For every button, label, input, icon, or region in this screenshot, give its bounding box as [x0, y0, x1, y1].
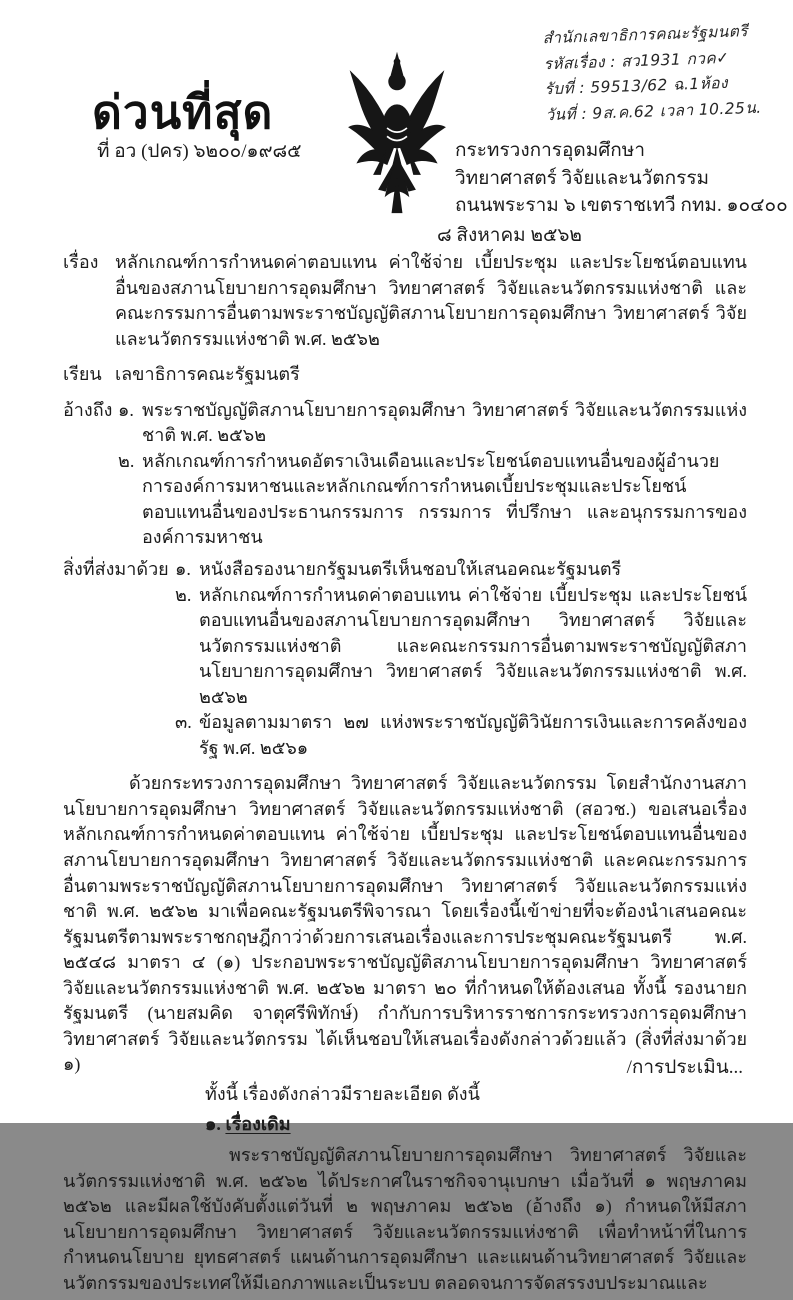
references-label: อ้างถึง: [63, 399, 113, 420]
attachment-text: หนังสือรองนายกรัฐมนตรีเห็นชอบให้เสนอคณะรัฐมนตรี: [199, 559, 622, 580]
to-text: เลขาธิการคณะรัฐมนตรี: [115, 364, 300, 385]
attachment-item: [175, 710, 747, 761]
reference-item: [118, 398, 747, 449]
to-row: [63, 362, 747, 388]
letterhead-ministry-line2: วิทยาศาสตร์ วิจัยและนวัตกรรม: [455, 167, 710, 189]
references-row: [63, 398, 747, 551]
handnote-line-date-time: วันที่ : 9ส.ค.62 เวลา 10.25น.: [545, 98, 762, 124]
subject-label: เรื่อง: [63, 252, 99, 272]
attachments-label: สิ่งที่ส่งมาด้วย: [63, 559, 169, 580]
handwritten-receipt-note: [542, 18, 790, 129]
body-paragraph-2: พระราชบัญญัติสภานโยบายการอุดมศึกษา วิทยาศาสตร์ วิจัยและนวัตกรรมแห่งชาติ พ.ศ. ๒๕๖๒ ได้ประกาศในราชกิจจานุเบกษา เมื่อวันที่ ๑ พฤษภาคม ๒๕๖๒ และมีผลใช้บังคับตั้งแต่วันที่ ๒ พฤษภาคม ๒๕๖๒ (อ้างถึง ๑) กำหนดให้มีสภานโยบายการอุดมศึกษา วิทยาศาสตร์ วิจัยและนวัตกรรมแห่งชาติ เพื่อทำหน้าที่ในการกำหนดนโยบาย ยุทธศาสตร์ แผนด้านการอุดมศึกษา และแผนด้านวิทยาศาสตร์ วิจัยและนวัตกรรมของประเทศให้มีเอกภาพและเป็นระบบ ตลอดจนการจัดสรรงบประมาณและ: [63, 1145, 747, 1293]
continuation-marker: /การประเมิน...: [626, 1057, 743, 1078]
reference-item: [118, 449, 747, 551]
attachments-list: [175, 557, 747, 761]
handnote-line-receive-no: รับที่ : 59513/62 ฉ.1ห้อง: [544, 73, 729, 99]
handnote-line-office: สำนักเลขาธิการคณะรัฐมนตรี: [542, 22, 749, 48]
reference-number: ๑.: [118, 399, 134, 420]
subject-text: หลักเกณฑ์การกำหนดค่าตอบแทน ค่าใช้จ่าย เบี้ยประชุม และประโยชน์ตอบแทนอื่นของสภานโยบายการอุดมศึกษา วิทยาศาสตร์ วิจัยและนวัตกรรมแห่งชาติ และคณะกรรมการอื่นตามพระราชบัญญัติสภานโยบายการอุดมศึกษา วิทยาศาสตร์ วิจัยและนวัตกรรมแห่งชาติ พ.ศ. ๒๕๖๒: [115, 252, 747, 349]
section-1-number: ๑.: [205, 1113, 221, 1134]
attachment-item: [175, 583, 747, 711]
garuda-emblem-icon: [346, 50, 448, 216]
handnote-line-subject-code: รหัสเรื่อง : สว1931 กวค✓: [543, 48, 730, 73]
letter-date: ๘ สิงหาคม ๒๕๖๒: [437, 225, 582, 246]
attachment-text: ข้อมูลตามมาตรา ๒๗ แห่งพระราชบัญญัติวินัยการเงินและการคลังของรัฐ พ.ศ. ๒๕๖๑: [199, 712, 747, 758]
section-1-title: เรื่องเดิม: [225, 1113, 291, 1134]
attachments-row: [63, 557, 747, 761]
urgency-stamp: ด่วนที่สุด: [92, 85, 274, 139]
reference-text: หลักเกณฑ์การกำหนดอัตราเงินเดือนและประโยชน์ตอบแทนอื่นของผู้อำนวยการองค์การมหาชนและหลักเกณฑ์การกำหนดเบี้ยประชุมและประโยชน์ตอบแทนอื่นของประธานกรรมการ กรรมการ ที่ปรึกษา และอนุกรรมการขององค์การมหาชน: [142, 450, 747, 548]
attachment-number: ๒.: [175, 584, 192, 605]
body-paragraph-1: ด้วยกระทรวงการอุดมศึกษา วิทยาศาสตร์ วิจัยและนวัตกรรม โดยสำนักงานสภานโยบายการอุดมศึกษา วิทยาศาสตร์ วิจัยและนวัตกรรมแห่งชาติ (สอวช.) ขอเสนอเรื่องหลักเกณฑ์การกำหนดค่าตอบแทน ค่าใช้จ่าย เบี้ยประชุม และประโยชน์ตอบแทนอื่นของสภานโยบายการอุดมศึกษา วิทยาศาสตร์ วิจัยและนวัตกรรมแห่งชาติ และคณะกรรมการอื่นตามพระราชบัญญัติสภานโยบายการอุดมศึกษา วิทยาศาสตร์ วิจัยและนวัตกรรมแห่งชาติ พ.ศ. ๒๕๖๒ มาเพื่อคณะรัฐมนตรีพิจารณา โดยเรื่องนี้เข้าข่ายที่จะต้องนำเสนอคณะรัฐมนตรีตามพระราชกฤษฎีกาว่าด้วยการเสนอเรื่องและการประชุมคณะรัฐมนตรี พ.ศ. ๒๕๔๘ มาตรา ๔ (๑) ประกอบพระราชบัญญัติสภานโยบายการอุดมศึกษา วิทยาศาสตร์ วิจัยและนวัตกรรมแห่งชาติ พ.ศ. ๒๕๖๒ มาตรา ๒๐ ที่กำหนดให้ต้องเสนอ ทั้งนี้ รองนายกรัฐมนตรี (นายสมคิด จาตุศรีพิทักษ์) กำกับการบริหารราชการกระทรวงการอุดมศึกษา วิทยาศาสตร์ วิจัยและนวัตกรรม ได้เห็นชอบให้เสนอเรื่องดังกล่าวด้วยแล้ว (สิ่งที่ส่งมาด้วย ๑): [63, 773, 747, 1075]
detail-intro-line: ทั้งนี้ เรื่องดังกล่าวมีรายละเอียด ดังนี้: [205, 1083, 480, 1104]
document-number: ที่ อว (ปคร) ๖๒๐๐/๑๙๘๕: [97, 141, 302, 162]
subject-row: [63, 250, 747, 352]
references-list: [118, 398, 747, 551]
to-label: เรียน: [63, 364, 102, 385]
attachment-text: หลักเกณฑ์การกำหนดค่าตอบแทน ค่าใช้จ่าย เบี้ยประชุม และประโยชน์ตอบแทนอื่นของสภานโยบายการอุดมศึกษา วิทยาศาสตร์ วิจัยและนวัตกรรมแห่งชาติ และคณะกรรมการอื่นตามพระราชบัญญัติสภานโยบายการอุดมศึกษา วิทยาศาสตร์ วิจัยและนวัตกรรมแห่งชาติ พ.ศ. ๒๕๖๒: [199, 584, 747, 707]
letterhead-ministry: กระทรวงการอุดมศึกษา: [455, 140, 645, 161]
letterhead-street-address: ถนนพระราม ๖ เขตราชเทวี กทม. ๑๐๔๐๐: [455, 195, 788, 217]
attachment-number: ๓.: [175, 712, 192, 733]
reference-number: ๒.: [118, 450, 135, 471]
letter-body: [63, 250, 747, 1300]
letterhead-address: [455, 137, 788, 220]
section-1-heading: [205, 1112, 747, 1138]
attachment-item: [175, 557, 747, 583]
reference-text: พระราชบัญญัติสภานโยบายการอุดมศึกษา วิทยาศาสตร์ วิจัยและนวัตกรรมแห่งชาติ พ.ศ. ๒๕๖๒: [142, 399, 747, 446]
attachment-number: ๑.: [175, 559, 191, 580]
